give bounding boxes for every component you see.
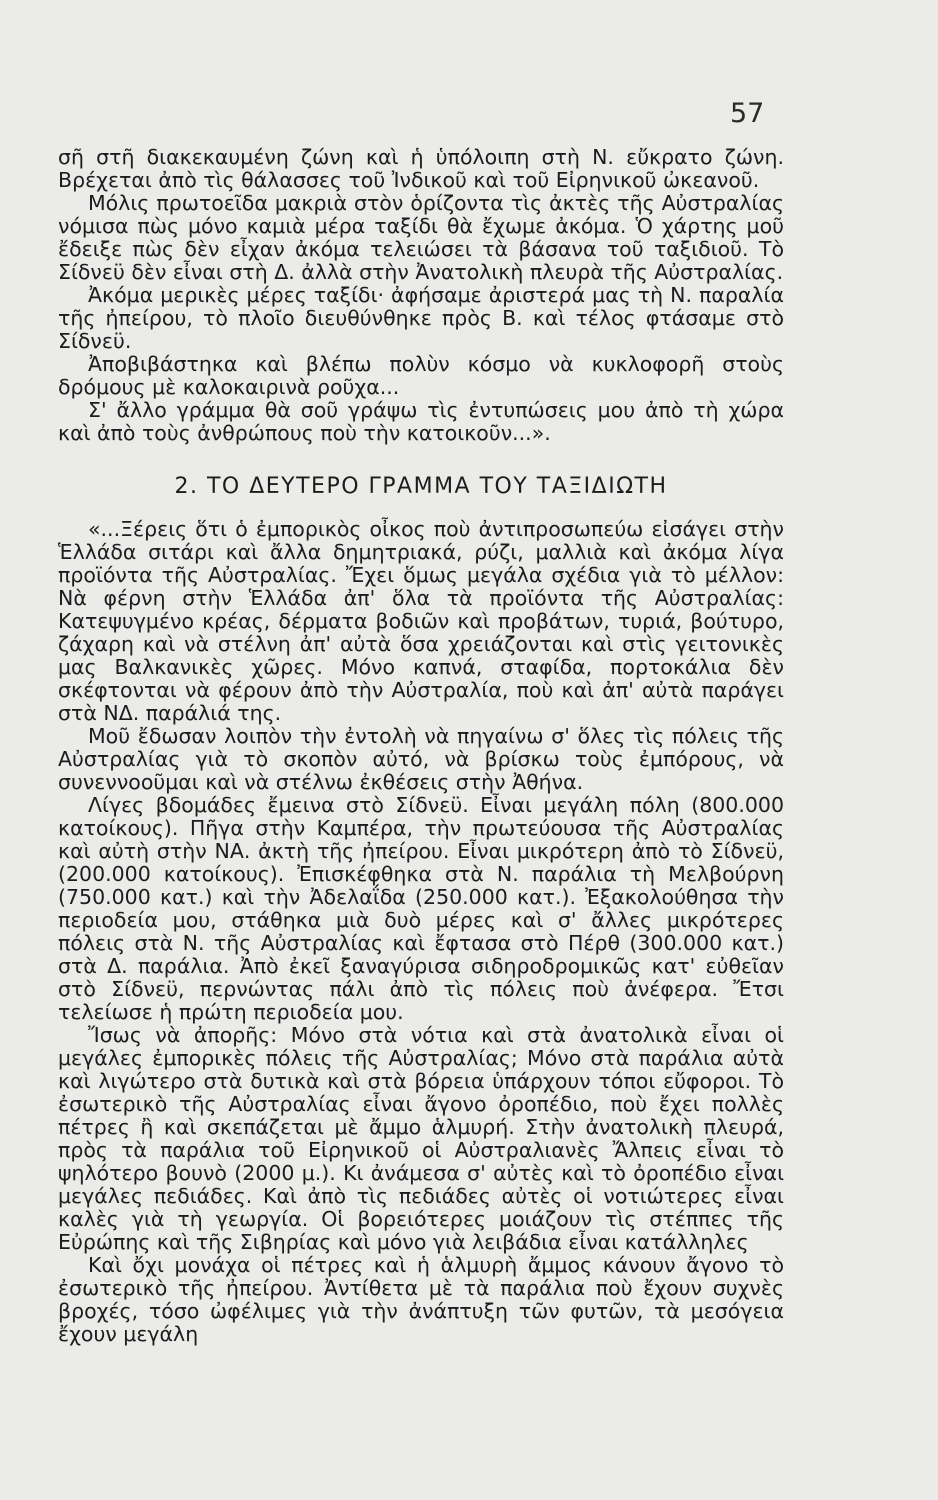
paragraph: Σ' ἄλλο γράμμα θὰ σοῦ γράψω τὶς ἐντυπώσεις μου ἀπὸ τὴ χώρα καὶ ἀπὸ τοὺς ἀνθρώπους ποὺ τὴν κατοικοῦν...». [58,398,784,445]
paragraph: Λίγες βδομάδες ἔμεινα στὸ Σίδνεϋ. Εἶναι μεγάλη πόλη (800.000 κατοίκους). Πῆγα στὴν Καμπέρα, τὴν πρωτεύουσα τῆς Αὐστραλίας καὶ αὐτὴ στὴν ΝΑ. ἀκτὴ τῆς ἠπείρου. Εἶναι μικρότερη ἀπὸ τὸ Σίδνεϋ, (200.000 κατοίκους). Ἐπισκέφθηκα στὰ Ν. παράλια τὴ Μελβούρνη (750.000 κατ.) καὶ τὴν Ἀδελαΐδα (250.000 κατ.). Ἐξακολούθησα τὴν περιοδεία μου, στάθηκα μιὰ δυὸ μέρες καὶ σ' ἄλλες μικρότερες πόλεις στὰ Ν. τῆς Αὐστραλίας καὶ ἔφτασα στὸ Πέρθ (300.000 κατ.) στὰ Δ. παράλια. Ἀπὸ ἐκεῖ ξαναγύρισα σιδηροδρομικῶς κατ' εὐθεῖαν στὸ Σίδνεϋ, περνώντας πάλι ἀπὸ τὶς πόλεις ποὺ ἀνέφερα. Ἔτσι τελείωσε ἡ πρώτη περιοδεία μου. [58,793,784,1024]
paragraph: Ἴσως νὰ ἀπορῆς: Μόνο στὰ νότια καὶ στὰ ἀνατολικὰ εἶναι οἱ μεγάλες ἐμπορικὲς πόλεις τῆς Αὐστραλίας; Μόνο στὰ παράλια αὐτὰ καὶ λιγώτερο στὰ δυτικὰ καὶ στὰ βόρεια ὑπάρχουν τόποι εὔφοροι. Τὸ ἐσωτερικὸ τῆς Αὐστραλίας εἶναι ἄγονο ὀροπέδιο, ποὺ ἔχει πολλὲς πέτρες ἢ καὶ σκεπάζεται μὲ ἄμμο ἁλμυρή. Στὴν ἀνατολικὴ πλευρά, πρὸς τὰ παράλια τοῦ Εἰρηνικοῦ οἱ Αὐστραλιανὲς Ἄλπεις εἶναι τὸ ψηλότερο βουνὸ (2000 μ.). Κι ἀνάμεσα σ' αὐτὲς καὶ τὸ ὀροπέδιο εἶναι μεγάλες πεδιάδες. Καὶ ἀπὸ τὶς πεδιάδες αὐτὲς οἱ νοτιώτερες εἶναι καλὲς γιὰ τὴ γεωργία. Οἱ βορειότερες μοιάζουν τὶς στέππες τῆς Εὐρώπης καὶ τῆς Σιβηρίας καὶ μόνο γιὰ λειβάδια εἶναι κατάλληλες [58,1023,784,1254]
section-title: 2. ΤΟ ΔΕΥΤΕΡΟ ΓΡΑΜΜΑ ΤΟΥ ΤΑΞΙΔΙΩΤΗ [174,474,668,499]
paragraph: Μόλις πρωτοεῖδα μακριὰ στὸν ὁρίζοντα τὶς ἀκτὲς τῆς Αὐστραλίας νόμισα πὼς μόνο καμιὰ μέρα ταξίδι θὰ ἔχωμε ἀκόμα. Ὁ χάρτης μοῦ ἔδειξε πὼς δὲν εἶχαν ἀκόμα τελειώσει τὰ βάσανα τοῦ ταξιδιοῦ. Τὸ Σίδνεϋ δὲν εἶναι στὴ Δ. ἀλλὰ στὴν Ἀνατολικὴ πλευρὰ τῆς Αὐστραλίας. [58,191,784,284]
paragraph: σῆ στῆ διακεκαυμένη ζώνη καὶ ἡ ὑπόλοιπη στὴ Ν. εὔκρατο ζώνη. Βρέχεται ἀπὸ τὶς θάλασσες τοῦ Ἰνδικοῦ καὶ τοῦ Εἰρηνικοῦ ὠκεανοῦ. [58,145,784,192]
paragraph: Καὶ ὄχι μονάχα οἱ πέτρες καὶ ἡ ἁλμυρὴ ἄμμος κάνουν ἄγονο τὸ ἐσωτερικὸ τῆς ἠπείρου. Ἀντίθετα μὲ τὰ παράλια ποὺ ἔχουν συχνὲς βροχές, τόσο ὠφέλιμες γιὰ τὴν ἀνάπτυξη τῶν φυτῶν, τὰ μεσόγεια ἔχουν μεγάλη [58,1253,784,1346]
body-text [58,146,784,1346]
paragraph: Μοῦ ἔδωσαν λοιπὸν τὴν ἐντολὴ νὰ πηγαίνω σ' ὅλες τὶς πόλεις τῆς Αὐστραλίας γιὰ τὸ σκοπὸν αὐτό, νὰ βρίσκω τοὺς ἐμπόρους, νὰ συνεννοοῦμαι καὶ νὰ στέλνω ἐκθέσεις στὴν Ἀθήνα. [58,724,784,794]
paragraph: «...Ξέρεις ὅτι ὁ ἐμπορικὸς οἶκος ποὺ ἀντιπροσωπεύω εἰσάγει στὴν Ἑλλάδα σιτάρι καὶ ἄλλα δημητριακά, ρύζι, μαλλιὰ καὶ ἀκόμα λίγα προϊόντα τῆς Αὐστραλίας. Ἔχει ὅμως μεγάλα σχέδια γιὰ τὸ μέλλον: Νὰ φέρνη στὴν Ἑλλάδα ἀπ' ὅλα τὰ προϊόντα τῆς Αὐστραλίας: Κατεψυγμένο κρέας, δέρματα βοδιῶν καὶ προβάτων, τυριά, βούτυρο, ζάχαρη καὶ νὰ στέλνη ἀπ' αὐτὰ ὅσα χρειάζονται καὶ στὶς γειτονικὲς μας Βαλκανικὲς χῶρες. Μόνο καπνά, σταφίδα, πορτοκάλια δὲν σκέφτονται νὰ φέρουν ἀπὸ τὴν Αὐστραλία, ποὺ καὶ ἀπ' αὐτὰ παράγει στὰ ΝΔ. παράλιά της. [58,517,784,725]
paragraph: Ἀκόμα μερικὲς μέρες ταξίδι· ἀφήσαμε ἀριστερά μας τὴ Ν. παραλία τῆς ἠπείρου, τὸ πλοῖο διευθύνθηκε πρὸς Β. καὶ τέλος φτάσαμε στὸ Σίδνεϋ. [58,283,784,353]
page-number: 57 [730,98,765,129]
paragraph: Ἀποβιβάστηκα καὶ βλέπω πολὺν κόσμο νὰ κυκλοφορῆ στοὺς δρόμους μὲ καλοκαιρινὰ ροῦχα... [58,352,784,399]
